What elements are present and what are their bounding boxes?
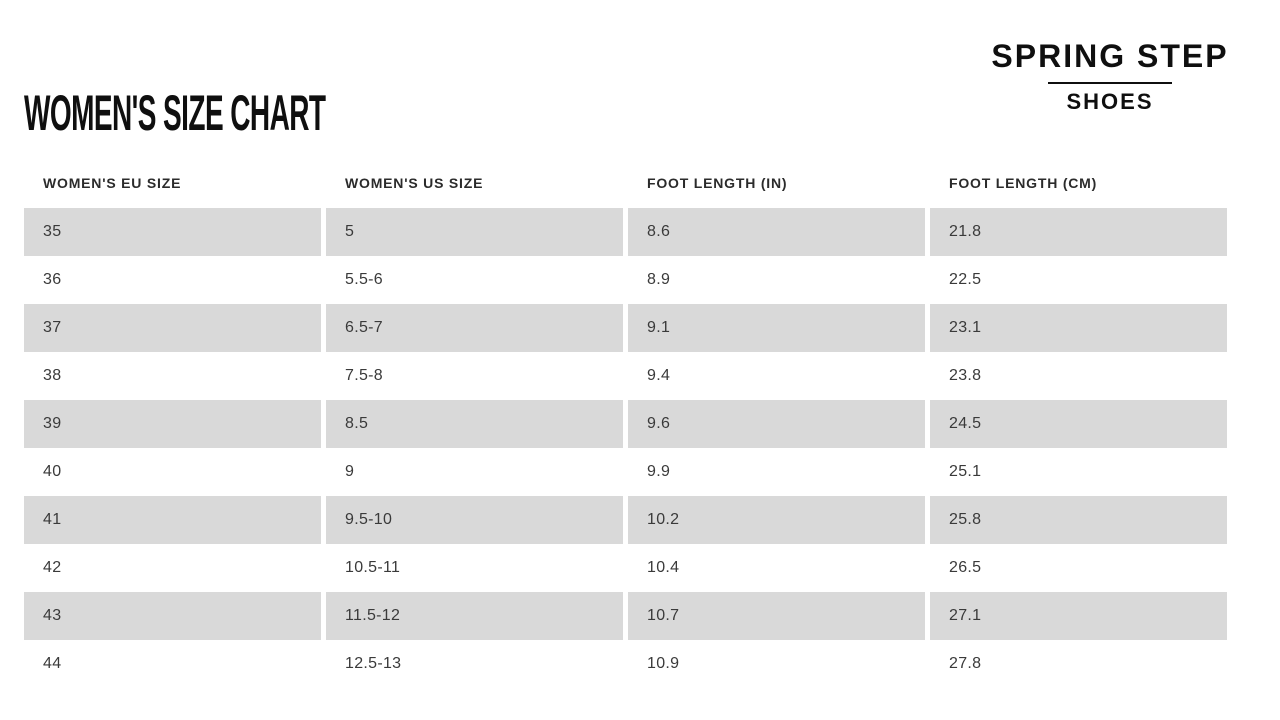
- table-cell: 5: [326, 208, 623, 256]
- table-cell: 10.2: [628, 496, 925, 544]
- table-cell: 44: [24, 640, 321, 688]
- table-cell: 9.1: [628, 304, 925, 352]
- table-cell: 37: [24, 304, 321, 352]
- column-header-us-size: WOMEN'S US SIZE: [345, 175, 484, 191]
- table-cell: 10.7: [628, 592, 925, 640]
- brand-name: SPRING STEP: [991, 38, 1229, 74]
- table-body: [24, 208, 1227, 688]
- table-row: [24, 640, 1227, 688]
- table-cell: 22.5: [930, 256, 1227, 304]
- table-cell: 12.5-13: [326, 640, 623, 688]
- table-cell: 10.5-11: [326, 544, 623, 592]
- table-cell: 7.5-8: [326, 352, 623, 400]
- table-cell: 40: [24, 448, 321, 496]
- table-header-row: [24, 170, 1227, 208]
- table-cell: 42: [24, 544, 321, 592]
- table-row: [24, 448, 1227, 496]
- table-cell: 9: [326, 448, 623, 496]
- column-header-foot-in: FOOT LENGTH (IN): [647, 175, 788, 191]
- table-row: [24, 400, 1227, 448]
- table-cell: 23.8: [930, 352, 1227, 400]
- table-cell: 38: [24, 352, 321, 400]
- table-row: [24, 352, 1227, 400]
- table-cell: 26.5: [930, 544, 1227, 592]
- table-cell: 5.5-6: [326, 256, 623, 304]
- table-row: [24, 544, 1227, 592]
- table-row: [24, 496, 1227, 544]
- table-cell: 27.8: [930, 640, 1227, 688]
- table-cell: 9.5-10: [326, 496, 623, 544]
- table-cell: 43: [24, 592, 321, 640]
- column-header-foot-cm: FOOT LENGTH (CM): [949, 175, 1098, 191]
- table-row: [24, 304, 1227, 352]
- table-row: [24, 256, 1227, 304]
- table-cell: 9.4: [628, 352, 925, 400]
- table-cell: 9.6: [628, 400, 925, 448]
- table-cell: 35: [24, 208, 321, 256]
- brand-subtitle: SHOES: [1066, 89, 1154, 114]
- table-cell: 39: [24, 400, 321, 448]
- table-cell: 8.9: [628, 256, 925, 304]
- size-chart-table: [24, 170, 1227, 688]
- table-row: [24, 208, 1227, 256]
- table-cell: 27.1: [930, 592, 1227, 640]
- table-cell: 25.1: [930, 448, 1227, 496]
- column-header-eu-size: WOMEN'S EU SIZE: [43, 175, 182, 191]
- page-title: WOMEN'S SIZE CHART: [24, 85, 326, 141]
- table-cell: 21.8: [930, 208, 1227, 256]
- table-cell: 8.5: [326, 400, 623, 448]
- table-row: [24, 592, 1227, 640]
- table-cell: 25.8: [930, 496, 1227, 544]
- table-cell: 24.5: [930, 400, 1227, 448]
- table-cell: 6.5-7: [326, 304, 623, 352]
- table-cell: 10.4: [628, 544, 925, 592]
- table-cell: 36: [24, 256, 321, 304]
- table-cell: 10.9: [628, 640, 925, 688]
- table-cell: 41: [24, 496, 321, 544]
- brand-logo: [980, 38, 1240, 115]
- table-cell: 8.6: [628, 208, 925, 256]
- table-cell: 9.9: [628, 448, 925, 496]
- logo-divider: [1048, 82, 1172, 84]
- table-cell: 11.5-12: [326, 592, 623, 640]
- table-cell: 23.1: [930, 304, 1227, 352]
